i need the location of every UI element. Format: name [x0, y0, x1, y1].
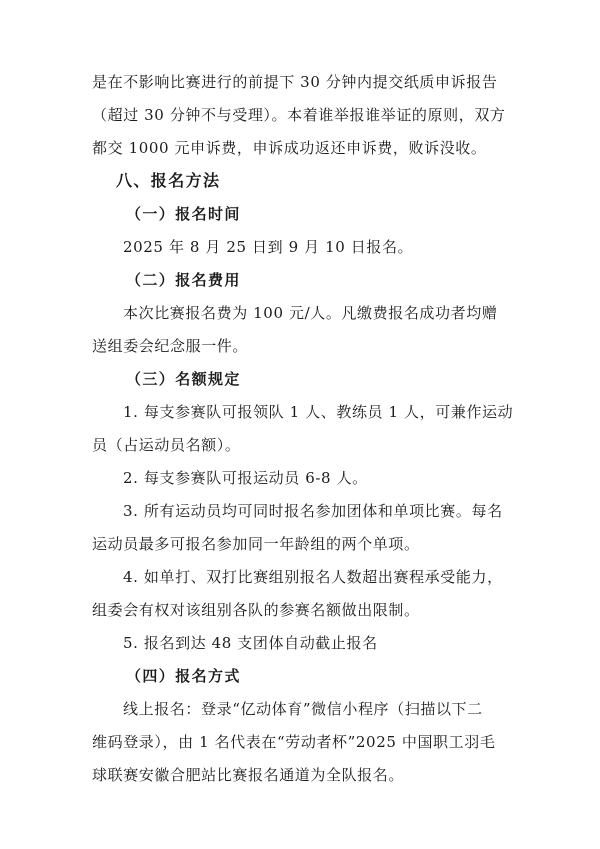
section-heading: 八、报名方法: [116, 171, 221, 190]
paragraph-line: 球联赛安徽合肥站比赛报名通道为全队报名。: [92, 766, 405, 784]
subsection-heading: （一）报名时间: [126, 205, 241, 223]
paragraph-line: 送组委会纪念服一件。: [92, 337, 249, 355]
paragraph-line: 本次比赛报名费为 100 元/人。凡缴费报名成功者均赠: [123, 304, 498, 322]
list-item: 1. 每支参赛队可报领队 1 人、教练员 1 人，可兼作运动: [123, 403, 514, 421]
subsection-heading: （四）报名方式: [126, 667, 241, 685]
subsection-heading: （三）名额规定: [126, 370, 241, 388]
paragraph-line: （超过 30 分钟不与受理）。本着谁举报谁举证的原则，双方: [92, 106, 506, 124]
list-item-continuation: 组委会有权对该组别各队的参赛名额做出限制。: [92, 601, 420, 619]
list-item-continuation: 运动员最多可报名参加同一年龄组的两个单项。: [92, 535, 420, 553]
paragraph-line: 维码登录），由 1 名代表在“劳动者杯”2025 中国职工羽毛: [92, 733, 496, 751]
list-item: 2. 每支参赛队可报运动员 6-8 人。: [123, 469, 368, 487]
paragraph-line: 线上报名：登录“亿动体育”微信小程序（扫描以下二: [123, 700, 483, 718]
list-item: 3. 所有运动员均可同时报名参加团体和单项比赛。每名: [123, 502, 503, 520]
list-item-continuation: 员（占运动员名额）。: [92, 436, 241, 454]
paragraph-line: 2025 年 8 月 25 日到 9 月 10 日报名。: [123, 238, 414, 256]
paragraph-line: 都交 1000 元申诉费，申诉成功返还申诉费，败诉没收。: [92, 139, 487, 157]
list-item: 5. 报名到达 48 支团体自动截止报名: [123, 634, 378, 652]
paragraph-line: 是在不影响比赛进行的前提下 30 分钟内提交纸质申诉报告: [92, 73, 498, 91]
subsection-heading: （二）报名费用: [126, 271, 241, 289]
list-item: 4. 如单打、双打比赛组别报名人数超出赛程承受能力，: [123, 568, 503, 586]
